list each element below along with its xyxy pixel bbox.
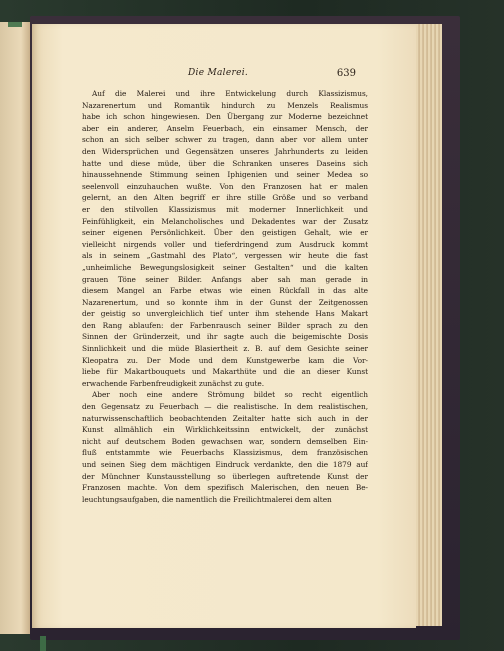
facing-page-edge xyxy=(0,22,32,634)
text-line: gelernt, an den Alten begriff er ihre stille Größe und so verband xyxy=(82,193,368,203)
text-line: Kunst allmählich ein Wirklichkeitssinn entwickelt, der zunächst xyxy=(82,425,368,435)
body-text xyxy=(82,88,368,505)
text-line: Aber noch eine andere Strömung bildet so recht eigentlich xyxy=(92,390,368,400)
text-line: Kleopatra zu. Der Mode und dem Kunstgewerbe kam die Vor- xyxy=(82,355,368,365)
text-line: Sinnlichkeit und die müde Blasiertheit z. B. auf dem Gesichte seiner xyxy=(82,344,368,354)
text-line: den Gegensatz zu Feuerbach — die realistische. In dem realistischen, xyxy=(82,402,368,412)
text-line: als in seinem „Gastmahl des Plato“, vergessen wir heute die fast xyxy=(82,251,368,261)
page-header xyxy=(70,68,356,82)
text-line: grauen Töne seiner Bilder. Anfangs aber sah man gerade in xyxy=(82,274,368,284)
bookmark-ribbon xyxy=(40,636,46,651)
text-line: er den stilvollen Klassizismus mit moderner Innerlichkeit und xyxy=(82,204,368,214)
text-line: Nazarenertum, und so konnte ihm in der Gunst der Zeitgenossen xyxy=(82,297,368,307)
text-line: liebe für Makartbouquets und Makarthüte und die an dieser Kunst xyxy=(82,367,368,377)
text-line: hatte und diese müde, über die Schranken unseres Daseins sich xyxy=(82,158,368,168)
text-line: seiner eigenen Persönlichkeit. Über den geistigen Gehalt, wie er xyxy=(82,228,368,238)
text-line: der Münchner Kunstausstellung so überlegen auftretende Kunst der xyxy=(82,471,368,481)
text-line: naturwissenschaftlich beobachtenden Zeitalter hatte sich auch in der xyxy=(82,413,368,423)
text-line: Feinfühligkeit, ein Melancholisches und Dekadentes war der Zusatz xyxy=(82,216,368,226)
text-line: seelenvoll einzuhauchen wußte. Von den Franzosen hat er malen xyxy=(82,181,368,191)
text-line: „unheimliche Bewegungslosigkeit seiner Gestalten“ und die kalten xyxy=(82,262,368,272)
running-title: Die Malerei. xyxy=(188,68,249,78)
text-line: Franzosen machte. Von dem spezifisch Malerischen, den neuen Be- xyxy=(82,483,368,493)
text-line: schon an sich selber schwer zu tragen, dann aber vor allem unter xyxy=(82,135,368,145)
text-line: aber ein anderer, Anselm Feuerbach, ein einsamer Mensch, der xyxy=(82,123,368,133)
text-line: leuchtungsaufgaben, die namentlich die Freilichtmalerei dem alten xyxy=(82,494,332,504)
text-line: Nazarenertum und Romantik hindurch zu Menzels Realismus xyxy=(82,100,368,110)
text-line: hinaussehnende Stimmung seinen Iphigenien und seiner Medea so xyxy=(82,170,368,180)
text-line: der geistig so unvergleichlich tief unter ihm stehende Hans Makart xyxy=(82,309,368,319)
text-line: Sinnen der Gründerzeit, und ihr sagte auch die beigemischte Dosis xyxy=(82,332,368,342)
text-line: diesem Mangel an Farbe etwas wie einen Rückfall in das alte xyxy=(82,286,368,296)
page-edges xyxy=(412,24,442,626)
text-line: fluß entstammte wie Feuerbachs Klassizismus, dem französischen xyxy=(82,448,368,458)
text-line: erwachende Farbenfreudigkeit zunächst zu gute. xyxy=(82,378,265,388)
page-number: 639 xyxy=(336,68,356,79)
text-line: vielleicht nirgends voller und tieferdringend zum Ausdruck kommt xyxy=(82,239,368,249)
facing-page-tab xyxy=(8,22,22,27)
text-line: und seinen Sieg dem mächtigen Eindruck verdankte, den die 1879 auf xyxy=(82,460,368,469)
text-line: den Rang ablaufen: der Farbenrausch seiner Bilder sprach zu den xyxy=(82,320,368,330)
text-line: habe ich schon hingewiesen. Den Übergang zur Moderne bezeichnet xyxy=(82,112,368,122)
text-line: Auf die Malerei und ihre Entwickelung durch Klassizismus, xyxy=(92,89,368,98)
text-line: den Widersprüchen und Gegensätzen unseres Jahrhunderts zu leiden xyxy=(82,146,368,156)
text-line: nicht auf deutschem Boden gewachsen war, sondern demselben Ein- xyxy=(82,436,368,446)
